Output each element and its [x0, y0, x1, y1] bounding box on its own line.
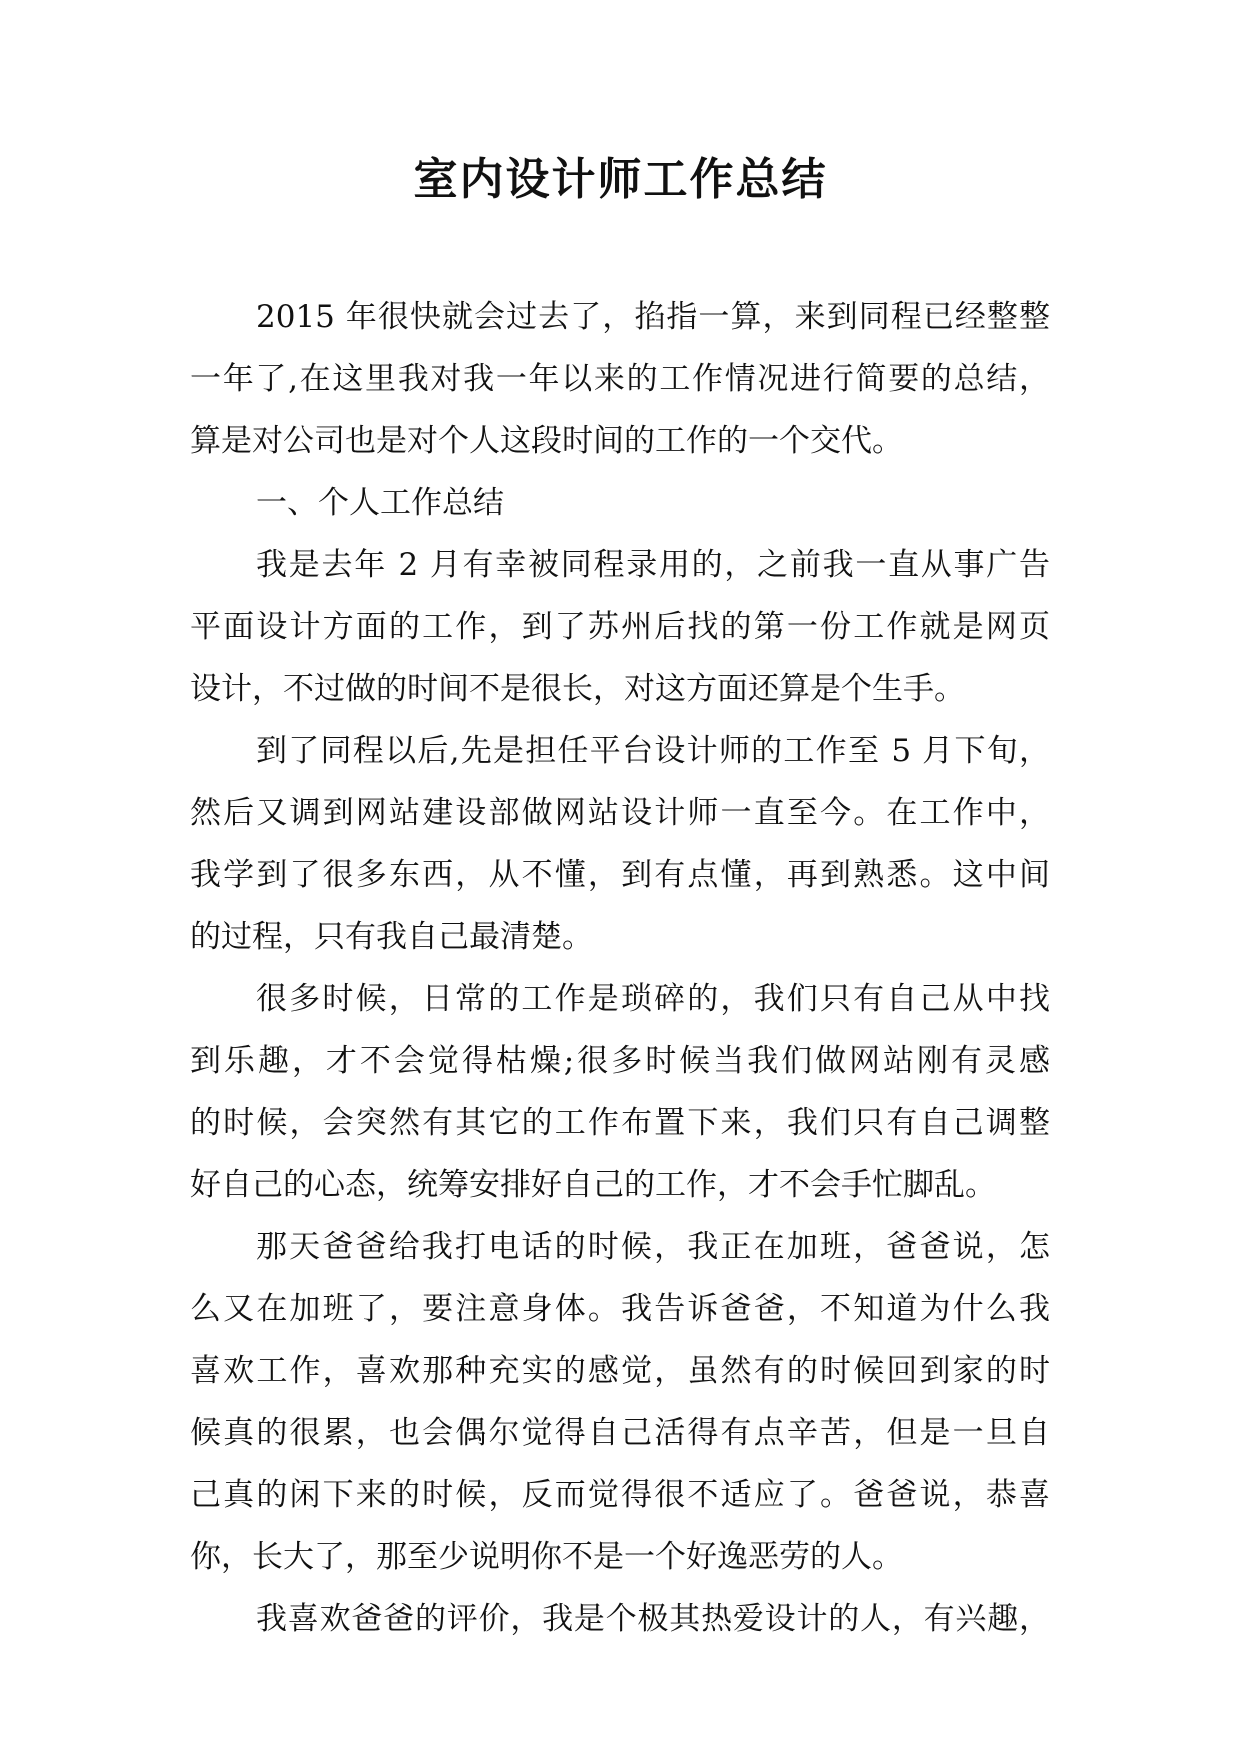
text-line: 么又在加班了，要注意身体。我告诉爸爸，不知道为什么我	[190, 1291, 1050, 1327]
document-body	[190, 286, 1050, 1650]
text-line: 好自己的心态，统筹安排好自己的工作，才不会手忙脚乱。	[190, 1167, 996, 1203]
text-line: 那天爸爸给我打电话的时候，我正在加班，爸爸说，怎	[256, 1229, 1050, 1265]
text-line: 到了同程以后,先是担任平台设计师的工作至 5 月下旬，	[256, 733, 1050, 769]
text-line: 2015 年很快就会过去了，掐指一算，来到同程已经整整	[256, 299, 1050, 335]
text-line: 候真的很累，也会偶尔觉得自己活得有点辛苦，但是一旦自	[190, 1415, 1050, 1451]
text-line: 设计，不过做的时间不是很长，对这方面还算是个生手。	[190, 671, 965, 707]
text-line: 很多时候，日常的工作是琐碎的，我们只有自己从中找	[256, 981, 1050, 1017]
text-line: 我喜欢爸爸的评价，我是个极其热爱设计的人，有兴趣，	[256, 1601, 1050, 1637]
text-line: 然后又调到网站建设部做网站设计师一直至今。在工作中，	[190, 795, 1050, 831]
text-line: 一年了,在这里我对我一年以来的工作情况进行简要的总结，	[190, 361, 1050, 397]
text-line: 平面设计方面的工作，到了苏州后找的第一份工作就是网页	[190, 609, 1050, 645]
text-line: 到乐趣，才不会觉得枯燥;很多时候当我们做网站刚有灵感	[190, 1043, 1050, 1079]
text-line: 的时候，会突然有其它的工作布置下来，我们只有自己调整	[190, 1105, 1050, 1141]
text-line: 我学到了很多东西，从不懂，到有点懂，再到熟悉。这中间	[190, 857, 1050, 893]
text-line: 我是去年 2 月有幸被同程录用的，之前我一直从事广告	[256, 547, 1050, 583]
text-line: 算是对公司也是对个人这段时间的工作的一个交代。	[190, 423, 903, 459]
text-line: 喜欢工作，喜欢那种充实的感觉，虽然有的时候回到家的时	[190, 1353, 1050, 1389]
text-line: 的过程，只有我自己最清楚。	[190, 919, 593, 955]
text-line: 己真的闲下来的时候，反而觉得很不适应了。爸爸说，恭喜	[190, 1477, 1050, 1513]
text-line: 你，长大了，那至少说明你不是一个好逸恶劳的人。	[190, 1539, 903, 1575]
text-line: 一、个人工作总结	[256, 485, 504, 521]
document-title: 室内设计师工作总结	[413, 154, 828, 205]
